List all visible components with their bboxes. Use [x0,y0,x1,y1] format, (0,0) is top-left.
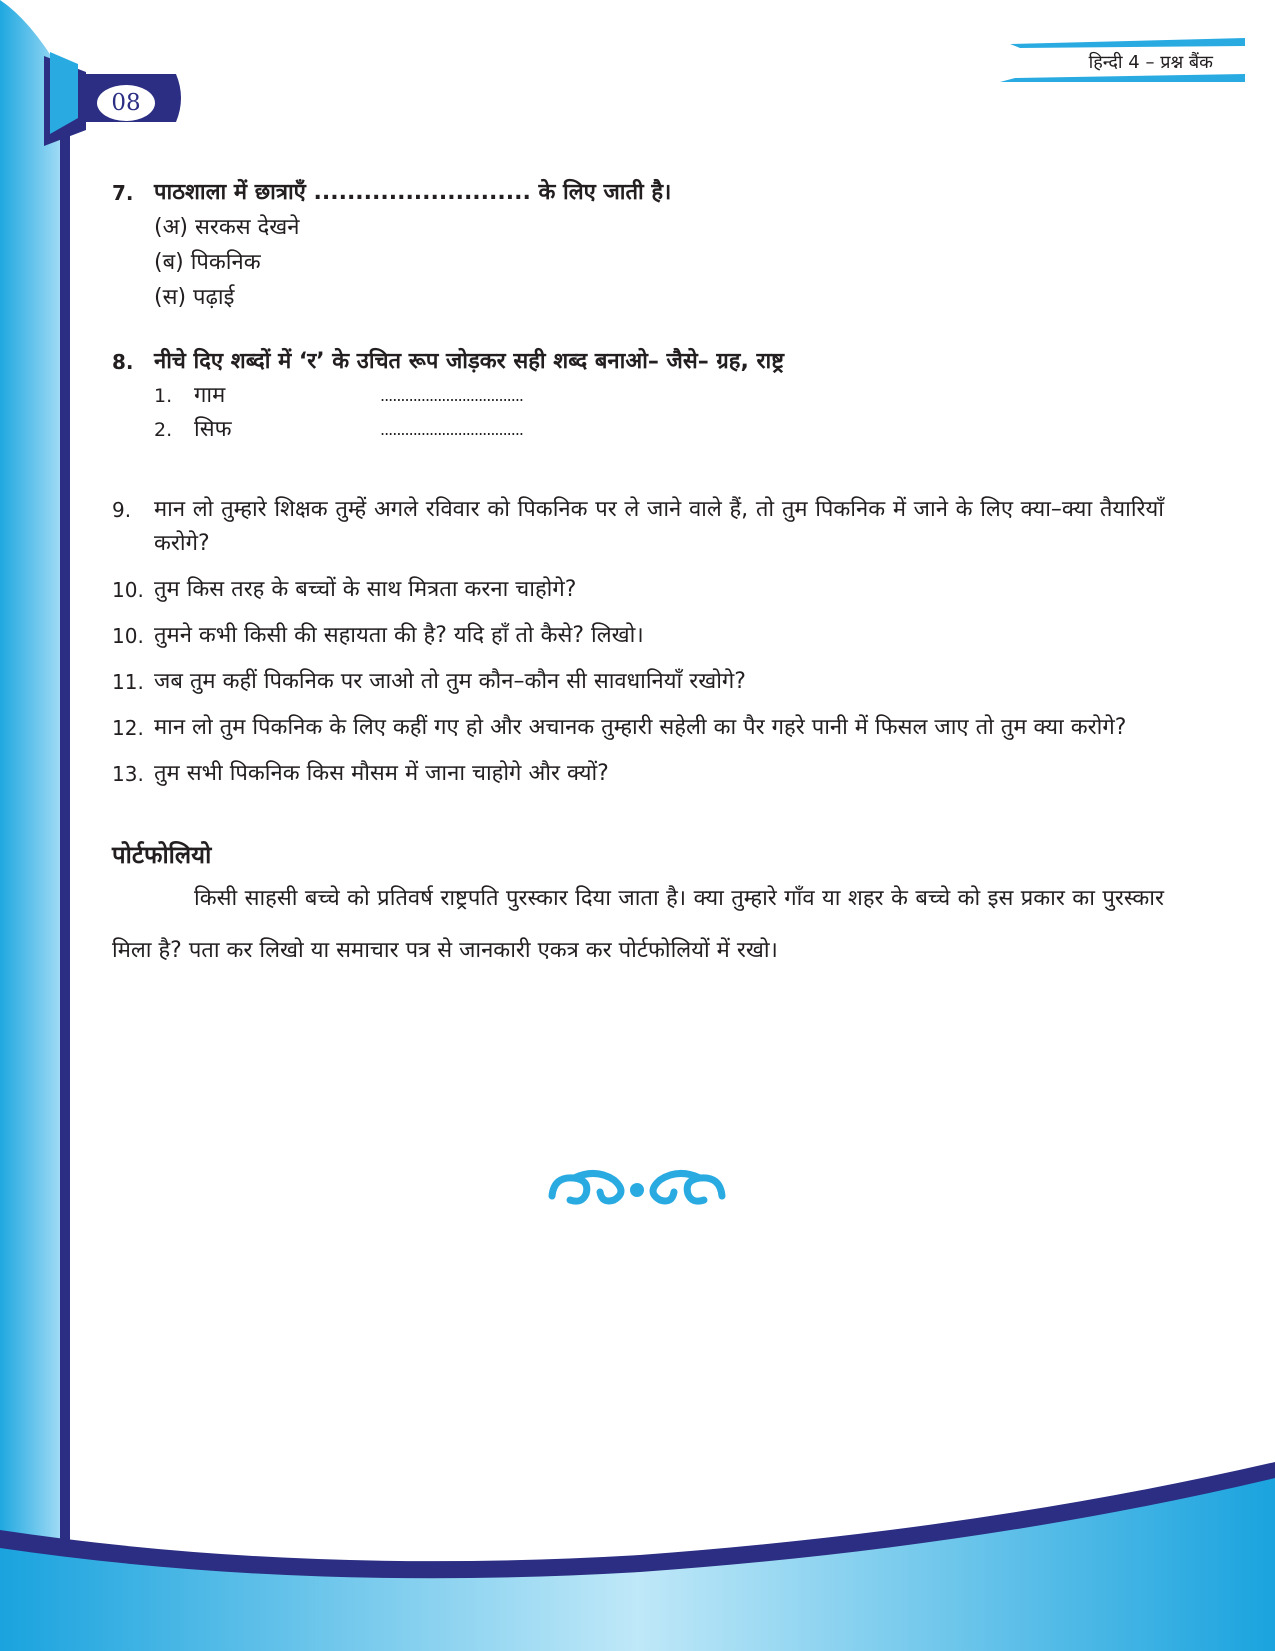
question-text: पाठशाला में छात्राएँ .......................... के लिए जाती है। [154,180,672,205]
question-12 [112,711,1164,745]
question-text: मान लो तुम पिकनिक के लिए कहीं गए हो और अचानक तुम्हारी सहेली का पैर गहरे पानी में फिसल जाए तो तुम क्या करोगे? [154,715,1127,740]
item-word: सिफ [194,417,232,442]
options-list [154,210,1164,315]
option-b: (ब) पिकनिक [154,250,261,275]
left-bar [60,70,70,1630]
portfolio-body: किसी साहसी बच्चे को प्रतिवर्ष राष्ट्रपति पुरस्कार दिया जाता है। क्या तुम्हारे गाँव या शहर के बच्चे को इस प्रकार का पुरस्कार मिला है? पता कर लिखो या समाचार पत्र से जानकारी एकत्र कर पोर्टफोलियों में रखो। [112,886,1164,963]
item-number: 2. [154,419,173,441]
question-7 [112,176,1164,210]
question-10b [112,619,1164,653]
question-text: जब तुम कहीं पिकनिक पर जाओ तो तुम कौन–कौन सी सावधानियाँ रखोगे? [154,669,746,694]
header-title: हिन्दी 4 – प्रश्न बैंक [1088,52,1213,73]
question-10a [112,573,1164,607]
question-number: 8. [112,350,134,374]
question-text: तुम किस तरह के बच्चों के साथ मित्रता करना चाहोगे? [154,577,577,602]
question-8 [112,345,1164,379]
question-text: तुम सभी पिकनिक किस मौसम में जाना चाहोगे और क्यों? [154,761,609,786]
answer-blank[interactable]: ................................... [380,386,524,405]
option-c: (स) पढ़ाई [154,285,235,310]
left-strip [0,0,60,1651]
question-content [112,176,1164,977]
question-text: नीचे दिए शब्दों में ‘र’ के उचित रूप जोड़कर सही शब्द बनाओ– जैसे– ग्रह, राष्ट्र [154,349,785,374]
question-text: तुमने कभी किसी की सहायता की है? यदि हाँ तो कैसे? लिखो। [154,623,644,648]
question-number: 10. [112,578,144,602]
page-number: 08 [97,85,155,121]
question-11 [112,665,1164,699]
question-number: 10. [112,624,144,648]
question-9 [112,493,1164,561]
header-line-light [1010,38,1245,48]
question-number: 13. [112,762,144,786]
question-number: 9. [112,498,132,522]
question-text: मान लो तुम्हारे शिक्षक तुम्हें अगले रविवार को पिकनिक पर ले जाने वाले हैं, तो तुम पिकनिक में जाने के लिए क्या–क्या तैयारियाँ करोगे? [154,497,1164,556]
answer-blank[interactable]: ................................... [380,420,524,439]
fill-item-2 [154,413,1164,447]
question-number: 7. [112,181,134,205]
portfolio-title: पोर्टफोलियो [112,841,212,869]
option-a: (अ) सरकस देखने [154,215,300,240]
item-word: गाम [194,383,226,408]
question-number: 11. [112,670,144,694]
fill-item-1 [154,379,1164,413]
item-number: 1. [154,385,173,407]
header-line [1000,74,1245,82]
question-number: 12. [112,716,144,740]
scroll-ornament-icon [544,1166,730,1210]
question-13 [112,757,1164,791]
